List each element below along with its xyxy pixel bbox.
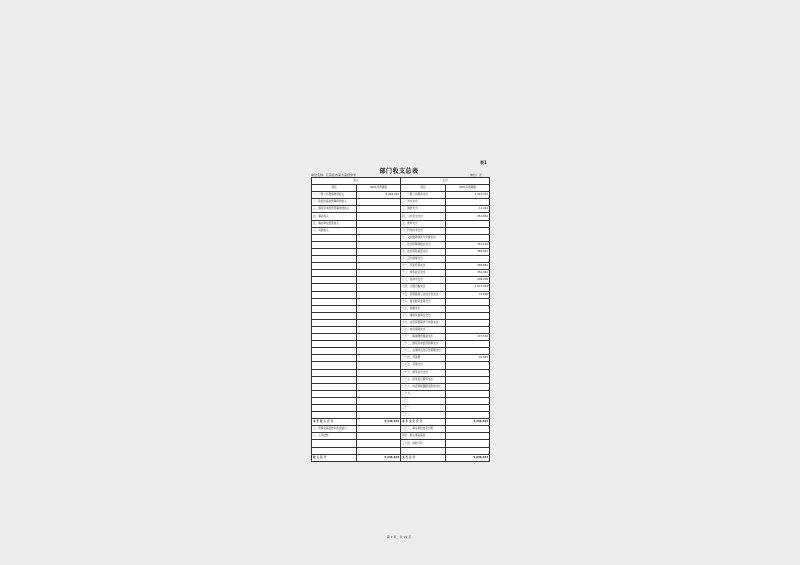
expense-item-cell: 五、教育支出 [401,220,446,227]
expense-item-cell: 二十三、灾害防治及应急管理支出 [401,348,446,355]
income-item-cell: 三、国有资本经营预算拨款收入 [312,206,357,213]
income-item-cell: 六、其他收入 [312,227,357,234]
table-row [312,319,490,326]
table-row [312,334,490,341]
expense-amount-cell [446,362,490,369]
expense-item-cell: 十六、商业服务业等支出 [401,298,446,305]
table-row [312,234,490,241]
table-row [312,405,490,412]
income-item-cell [312,348,357,355]
income-amount-cell [357,284,401,291]
expense-amount-cell [446,312,490,319]
income-amount-cell [357,256,401,263]
income-item-cell [312,390,357,397]
expense-amount-cell [446,369,490,376]
expense-amount-cell: 177,532 [446,334,490,341]
expense-item-cell: 二十二、国有资本经营预算支出 [401,341,446,348]
income-item-cell: 七、用事业基金弥补收支缺口 [312,426,357,433]
expense-amount-cell [446,319,490,326]
income-item-cell: 二、政府性基金预算拨款收入 [312,199,357,206]
income-amount-cell [357,440,401,447]
expense-item-cell: 三十、 [401,397,446,404]
expense-group-header: 支出 [401,178,490,185]
income-amount-cell: 5,246,443 [357,419,401,426]
expense-amount-cell: 5,246,443 [446,419,490,426]
expense-amount-cell [446,376,490,383]
income-amount-cell [357,241,401,248]
table-row [312,341,490,348]
income-item-cell [312,440,357,447]
income-amount-cell [357,213,401,220]
expense-item-cell: 其中：转入事业基金 [401,433,446,440]
table-row [312,383,490,390]
expense-item-cell: 六、科学技术支出 [401,227,446,234]
income-amount-cell [357,383,401,390]
expense-amount-cell [446,326,490,333]
expense-item-cell: 十一、节能环保支出 [401,263,446,270]
expense-item-cell: 三、国防支出 [401,206,446,213]
expense-item-cell: 七、文化旅游体育与传媒支出 [401,234,446,241]
income-amount-cell [357,348,401,355]
income-item-cell [312,319,357,326]
table-row [312,397,490,404]
expense-item-cell: 二十五、其他支出 [401,362,446,369]
income-group-header: 收入 [312,178,401,185]
income-item-cell [312,312,357,319]
expense-amount-cell: 285,861 [446,263,490,270]
expense-amount-cell [446,390,490,397]
expense-amount-cell [446,433,490,440]
table-row [312,305,490,312]
page-footer: 第 1 页，共 19 页 [386,535,412,539]
table-row [312,369,490,376]
table-column-header-row [312,185,490,192]
expense-amount-cell [446,397,490,404]
income-amount-cell [357,263,401,270]
col-header-expense-item: 项目 [401,185,446,192]
income-amount-cell [357,227,401,234]
table-row [312,426,490,433]
expense-amount-cell: 251,861 [446,213,490,220]
income-amount-cell [357,355,401,362]
expense-amount-cell [446,305,490,312]
income-amount-cell [357,405,401,412]
expense-item-cell: 二十四、预备费 [401,355,446,362]
income-item-cell [312,334,357,341]
table-row [312,298,490,305]
expense-item-cell: 十、卫生健康支出 [401,256,446,263]
expense-amount-cell [446,298,490,305]
income-item-cell [312,341,357,348]
income-item-cell [312,234,357,241]
income-item-cell [312,298,357,305]
table-row [312,376,490,383]
income-amount-cell: 5,246,443 [357,192,401,199]
income-amount-cell [357,234,401,241]
income-item-cell: 八、上年结转 [312,433,357,440]
expense-item-cell: 十五、资源勘探工业信息等支出 [401,291,446,298]
expense-amount-cell: 485,951 [446,248,490,255]
income-amount-cell [357,397,401,404]
expense-amount-cell [446,383,490,390]
subtotal-row [312,419,490,426]
expense-amount-cell: 74,894 [446,291,490,298]
income-item-cell [312,376,357,383]
col-header-expense-amount: 2021年预算数 [446,185,490,192]
expense-item-cell: 十八、援助其他地区支出 [401,312,446,319]
table-row [312,220,490,227]
income-item-cell: 收 入 总 计 [312,454,357,461]
income-item-cell [312,362,357,369]
table-group-header-row [312,178,490,185]
income-amount-cell [357,447,401,454]
table-row [312,291,490,298]
expense-amount-cell [446,348,490,355]
income-item-cell [312,305,357,312]
expense-item-cell: 十三、农林水支出 [401,277,446,284]
expense-amount-cell [446,341,490,348]
expense-item-cell: 十七、金融支出 [401,305,446,312]
expense-item-cell: 三十二、 [401,412,446,419]
table-row [312,277,490,284]
table-row [312,433,490,440]
col-header-income-item: 项目 [312,185,357,192]
income-item-cell [312,397,357,404]
table-row [312,270,490,277]
income-item-cell [312,291,357,298]
income-item-cell [312,277,357,284]
expense-item-cell: 三十四、结转下年 [401,440,446,447]
table-row [312,192,490,199]
income-amount-cell [357,277,401,284]
table-row [312,256,490,263]
expense-amount-cell [446,412,490,419]
income-amount-cell [357,248,401,255]
income-amount-cell [357,305,401,312]
expense-item-cell: 十九、自然资源海洋气象等支出 [401,319,446,326]
table-row [312,390,490,397]
expense-amount-cell: 11,441 [446,206,490,213]
expense-item-cell: 九、社会保险基金支出 [401,248,446,255]
income-item-cell [312,256,357,263]
income-amount-cell [357,312,401,319]
income-amount-cell [357,291,401,298]
expense-item-cell: 四、公共安全支出 [401,213,446,220]
income-amount-cell [357,369,401,376]
col-header-income-amount: 2021年预算数 [357,185,401,192]
expense-item-cell: 二十六、债务付息支出 [401,369,446,376]
expense-amount-cell [446,234,490,241]
income-item-cell [312,241,357,248]
table-row [312,206,490,213]
expense-amount-cell [446,440,490,447]
income-amount-cell [357,334,401,341]
table-row [312,440,490,447]
table-row [312,355,490,362]
expense-item-cell: 十四、交通运输支出 [401,284,446,291]
expense-amount-cell: 5,246,443 [446,454,490,461]
table-row [312,412,490,419]
unit-name-label: 单位名称：瓦房店市第九高级中学 [311,173,357,177]
table-row [312,241,490,248]
income-amount-cell: 5,246,443 [357,454,401,461]
income-amount-cell [357,326,401,333]
expense-amount-cell [446,405,490,412]
income-item-cell: 本 年 收 入 合 计 [312,419,357,426]
expense-amount-cell: 351,140 [446,241,490,248]
table-row [312,362,490,369]
expense-item-cell: 二十九、 [401,390,446,397]
expense-item-cell: 十二、城乡社区支出 [401,270,446,277]
income-amount-cell [357,426,401,433]
income-amount-cell [357,199,401,206]
document-title: 部门收支总表 [379,168,419,175]
expense-item-cell: 二十一、粮油物资储备支出 [401,334,446,341]
income-amount-cell [357,376,401,383]
budget-summary-table [311,177,490,462]
income-amount-cell [357,433,401,440]
income-amount-cell [357,341,401,348]
expense-item-cell: 三十一、 [401,405,446,412]
expense-amount-cell: 91,845 [446,355,490,362]
grand-total-row [312,454,490,461]
income-item-cell [312,383,357,390]
table-row [312,248,490,255]
income-item-cell: 五、事业单位经营收入 [312,220,357,227]
table-row [312,312,490,319]
income-item-cell [312,447,357,454]
expense-item-cell: 二十八、抗疫特别国债安排的支出 [401,383,446,390]
table-row [312,227,490,234]
income-item-cell [312,412,357,419]
table-row [312,199,490,206]
expense-amount-cell [446,256,490,263]
table-row [312,447,490,454]
expense-item-cell: 二十、住房保障支出 [401,326,446,333]
expense-item-cell: 八、社会保障和就业支出 [401,241,446,248]
expense-item-cell: 一、一般公共服务支出 [401,192,446,199]
expense-item-cell: 支 出 总 计 [401,454,446,461]
currency-unit-label: 单位：元 [470,173,483,177]
expense-item-cell [401,447,446,454]
income-amount-cell [357,206,401,213]
income-item-cell [312,326,357,333]
expense-amount-cell [446,227,490,234]
income-amount-cell [357,390,401,397]
expense-amount-cell [446,199,490,206]
income-amount-cell [357,412,401,419]
income-item-cell [312,355,357,362]
expense-item-cell: 三十三、事业单位结余分配 [401,426,446,433]
income-item-cell [312,270,357,277]
income-amount-cell [357,319,401,326]
income-item-cell [312,248,357,255]
table-row [312,326,490,333]
expense-amount-cell [446,447,490,454]
income-amount-cell [357,362,401,369]
table-row [312,213,490,220]
income-item-cell [312,284,357,291]
income-amount-cell [357,220,401,227]
document-number: 表1 [480,160,487,165]
income-amount-cell [357,298,401,305]
expense-amount-cell [446,426,490,433]
expense-amount-cell: 351,961 [446,270,490,277]
expense-amount-cell: 1,071,924 [446,284,490,291]
income-item-cell [312,263,357,270]
income-item-cell: 四、事业收入 [312,213,357,220]
income-item-cell [312,405,357,412]
expense-item-cell: 本 年 支 出 合 计 [401,419,446,426]
expense-item-cell: 二、外交支出 [401,199,446,206]
expense-amount-cell: 2,421,337 [446,192,490,199]
expense-amount-cell [446,220,490,227]
table-row [312,284,490,291]
expense-item-cell: 二十七、债务发行费用支出 [401,376,446,383]
table-row [312,263,490,270]
expense-amount-cell: 206,236 [446,277,490,284]
income-item-cell [312,369,357,376]
table-row [312,348,490,355]
income-item-cell: 一、一般公共预算拨款收入 [312,192,357,199]
income-amount-cell [357,270,401,277]
